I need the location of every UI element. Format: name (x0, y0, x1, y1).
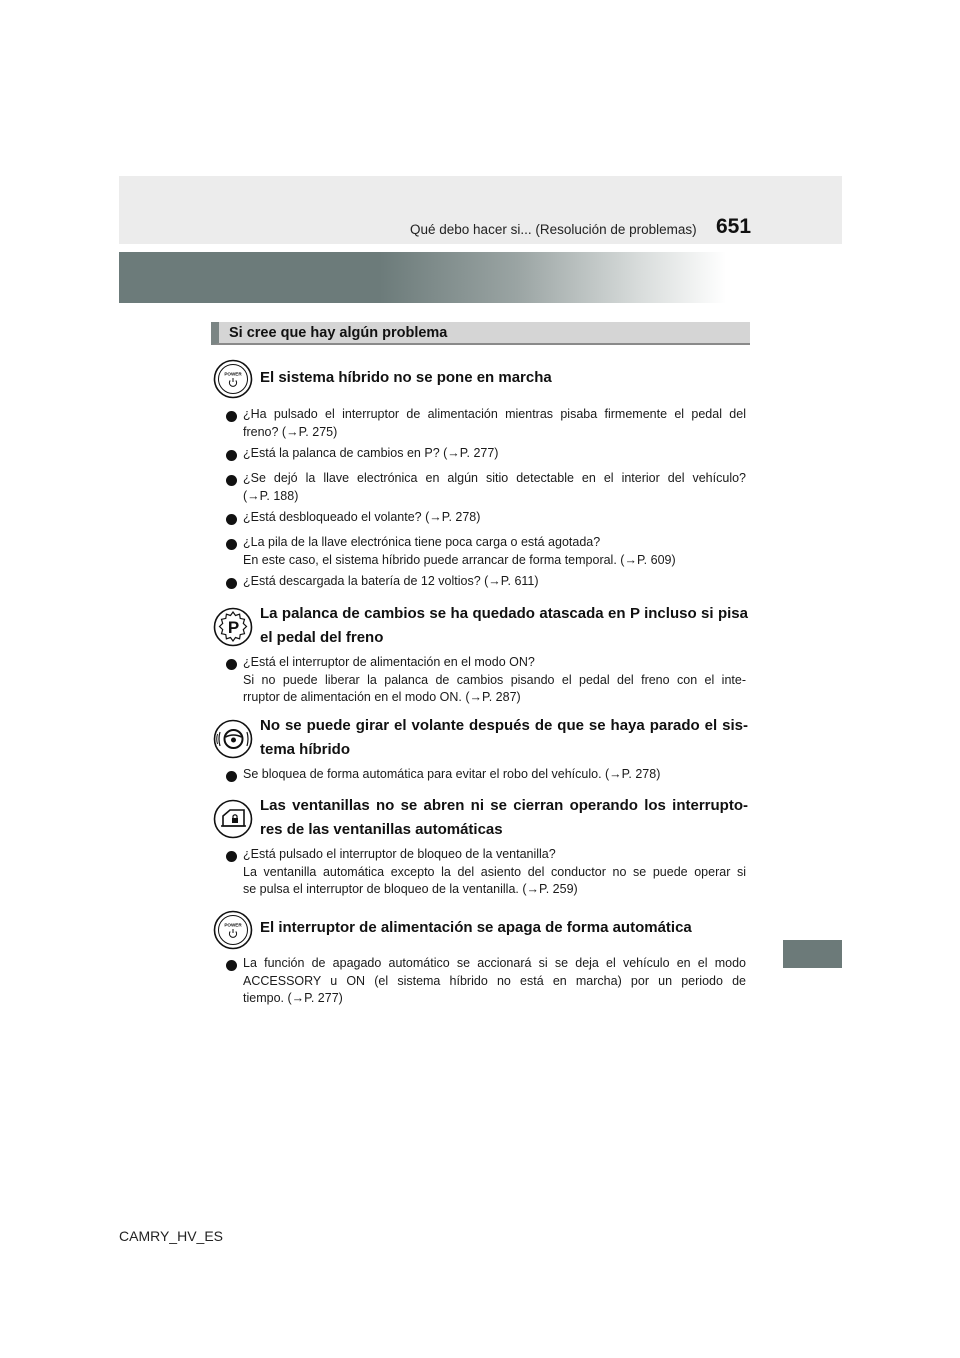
chapter-side-tab (783, 940, 842, 968)
bullet-icon (226, 473, 240, 487)
power-icon-label: POWER (224, 371, 242, 377)
power-icon-label: POWER (224, 922, 242, 928)
bullet-icon (226, 537, 240, 551)
list-item: ¿Está pulsado el interruptor de bloqueo de la ventanilla? La ventanilla automática excepto la del asiento del conductor no se puede operar si se pulsa el interruptor de bloqueo de la ventanilla. (→P. 259) (243, 847, 746, 896)
list-item: ¿La pila de la llave electrónica tiene poca carga o está agotada? En este caso, el sistema híbrido puede arrancar de forma temporal. (→P. 609) (243, 535, 676, 567)
bullet-icon (226, 849, 240, 863)
list-item: Se bloquea de forma automática para evitar el robo del vehículo. (→P. 278) (243, 767, 661, 781)
section-header (211, 322, 750, 345)
bullet-icon (226, 512, 240, 526)
list-item: ¿Ha pulsado el interruptor de alimentación mientras pisaba firmemente el pedal del freno? (→P. 275) (243, 407, 746, 439)
list-item: ¿Está desbloqueado el volante? (→P. 278) (243, 510, 481, 524)
issue-title: Las ventanillas no se abren ni se cierran operando los interrupto- res de las ventanillas automáticas (260, 797, 748, 838)
bullet-icon (226, 769, 240, 783)
issue-title: El sistema híbrido no se pone en marcha (260, 369, 552, 386)
page-number: 651 (716, 215, 752, 238)
park-icon-label: P (227, 618, 240, 637)
chapter-band (119, 252, 842, 303)
issue-title: El interruptor de alimentación se apaga de forma automática (260, 919, 692, 936)
bullet-icon (226, 958, 240, 972)
steering-lock-icon (213, 719, 253, 759)
section-title: Si cree que hay algún problema (229, 325, 448, 341)
chapter-title: Qué debo hacer si... (Resolución de problemas) (410, 222, 697, 237)
bullet-icon (226, 409, 240, 423)
list-item: La función de apagado automático se accionará si se deja el vehículo en el modo ACCESSORY u ON (el sistema híbrido no está en marcha) por un periodo de tiempo. (→P. 277) (243, 956, 746, 1005)
list-item: ¿Está descargada la batería de 12 voltios? (→P. 611) (243, 574, 539, 588)
window-lock-icon (213, 799, 253, 839)
document-code: CAMRY_HV_ES (119, 1228, 224, 1244)
issue-title: La palanca de cambios se ha quedado atascada en P incluso si pisa el pedal del freno (260, 605, 748, 646)
power-button-icon (213, 910, 253, 950)
bullet-icon (226, 448, 240, 462)
power-button-icon (213, 359, 253, 399)
bullet-icon (226, 576, 240, 590)
bullet-icon (226, 657, 240, 671)
list-item: ¿Está la palanca de cambios en P? (→P. 277) (243, 446, 499, 460)
issue-title: No se puede girar el volante después de que se haya parado el sis- tema híbrido (260, 717, 748, 758)
list-item: ¿Se dejó la llave electrónica en algún sitio detectable en el interior del vehículo? (→P. 188) (243, 471, 746, 503)
park-gear-warning-icon (213, 607, 253, 647)
list-item: ¿Está el interruptor de alimentación en el modo ON? Si no puede liberar la palanca de cambios pisando el pedal del freno con el inte- rruptor de alimentación en el modo ON. (→P. 287) (243, 655, 746, 704)
